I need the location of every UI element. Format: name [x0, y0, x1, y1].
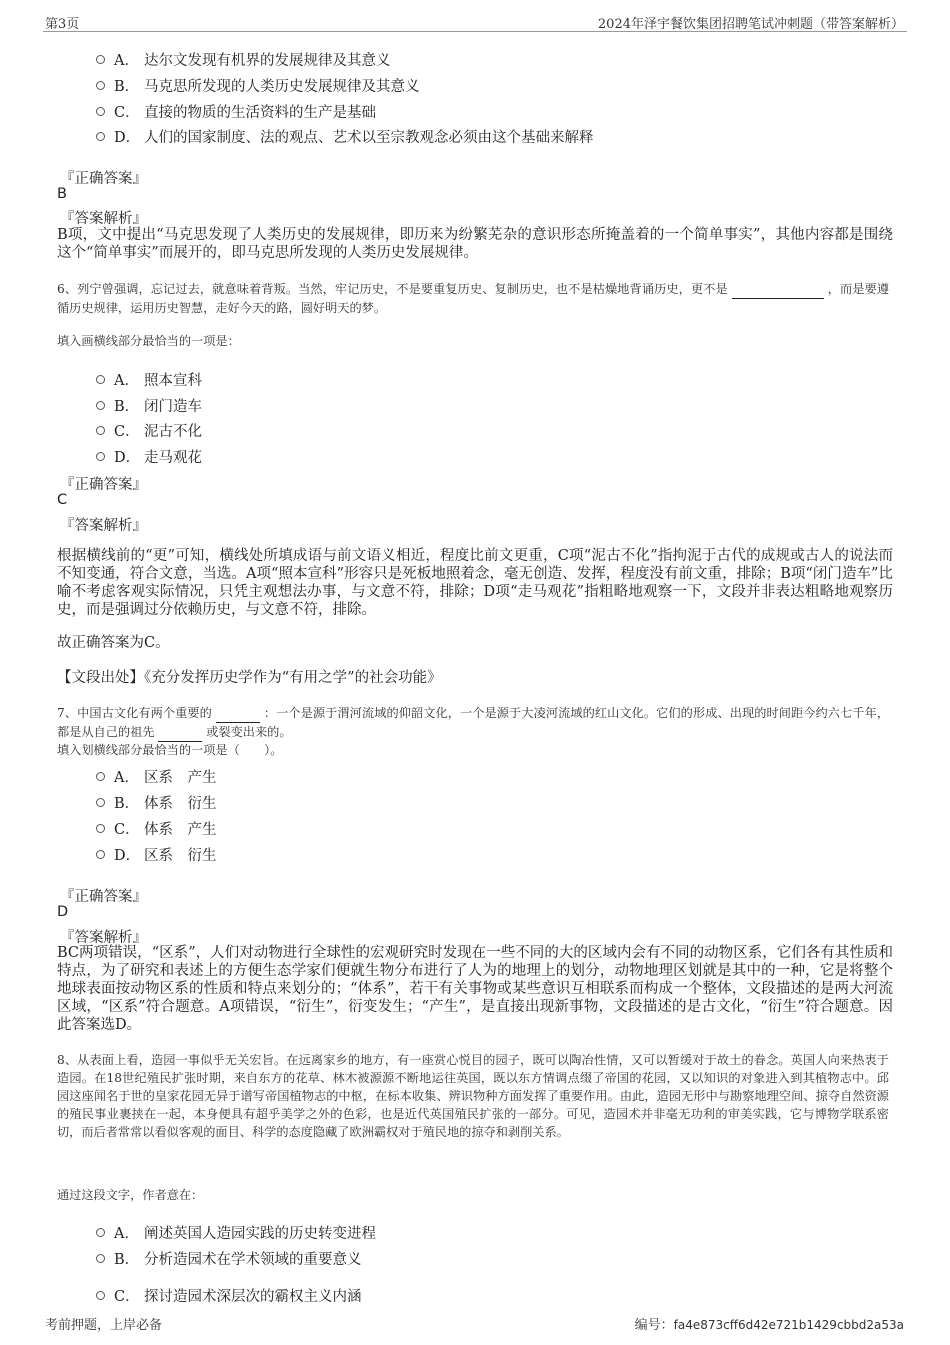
q6-analysis: 根据横线前的“更”可知，横线处所填成语与前文语义相近，程度比前文更重，C项“泥古不化”指拘泥于古代的成规或古人的说法而不知变通，符合文意，当选。A项“照本宣科”形容只是死板地照着念，毫无创造、发挥，程度没有前文重，排除；B项“闭门造车”比喻不考虑客观实际情况，只凭主观想法办事，与文意不符，排除；D项“走马观花”指粗略地观察一下，文段并非表达粗略地观察历史，而是强调过分依赖历史，与文意不符，排除。 [57, 548, 893, 618]
radio-icon[interactable] [96, 798, 105, 807]
q7-analysis: BC两项错误，“区系”，人们对动物进行全球性的宏观研究时发现在一些不同的大的区域内会有不同的动物区系，它们各有其性质和特点，为了研究和表述上的方便生态学家们便就生物分布进行了人为的地理上的划分，动物地理区划就是其中的一种，它是将整个地球表面按动物区系的性质和特点来划分的；“体系”，若干有关事物或某些意识互相联系而构成一个整体，文段描述的是两大河流区域，“区系”符合题意。A项错误，“衍生”，衍变发生；“产生”，是直接出现新事物，文段描述的是古文化，“衍生”符合题意。因此答案选D。 [57, 945, 893, 1033]
radio-icon[interactable] [96, 1291, 105, 1300]
q7-blank-1 [216, 704, 260, 723]
q7-answer: D [57, 904, 69, 920]
q6-option-b[interactable]: B． 闭门造车 [96, 395, 202, 416]
radio-icon[interactable] [96, 426, 105, 435]
q6-option-a[interactable]: A． 照本宣科 [96, 369, 202, 390]
q5-option-a[interactable]: A． 达尔文发现有机界的发展规律及其意义 [96, 49, 391, 70]
q6-answer: C [57, 492, 68, 508]
q5-option-d[interactable]: D． 人们的国家制度、法的观点、艺术以至宗教观念必须由这个基础来解释 [96, 126, 594, 147]
q6-analysis-label: 『答案解析』 [60, 518, 147, 534]
radio-icon[interactable] [96, 375, 105, 384]
page-number: 第3页 [45, 17, 80, 32]
q5-answer: B [57, 186, 67, 202]
q7-option-a[interactable]: A． 区系 产生 [96, 766, 217, 787]
q6-answer-label: 『正确答案』 [60, 477, 147, 493]
q7-option-d[interactable]: D． 区系 衍生 [96, 844, 217, 865]
q5-option-b[interactable]: B． 马克思所发现的人类历史发展规律及其意义 [96, 75, 420, 96]
q7-prompt: 填入划横线部分最恰当的一项是（ ）。 [57, 743, 283, 757]
q8-option-c[interactable]: C． 探讨造园术深层次的霸权主义内涵 [96, 1285, 362, 1306]
q7-option-c[interactable]: C． 体系 产生 [96, 818, 217, 839]
q7-analysis-label: 『答案解析』 [60, 930, 147, 946]
q7-stem: 7、中国古文化有两个重要的 ：一个是源于渭河流域的仰韶文化，一个是源于大凌河流域的红山文化。它们的形成、出现的时间距今约六七千年，都是从自己的祖先 或裂变出来的。 [57, 704, 889, 742]
q7-option-b[interactable]: B． 体系 衍生 [96, 792, 217, 813]
radio-icon[interactable] [96, 1254, 105, 1263]
radio-icon[interactable] [96, 55, 105, 64]
radio-icon[interactable] [96, 107, 105, 116]
radio-icon[interactable] [96, 132, 105, 141]
q6-prompt: 填入画横线部分最恰当的一项是： [57, 334, 240, 348]
radio-icon[interactable] [96, 824, 105, 833]
header-divider [43, 31, 907, 32]
footer-code: 编号：fa4e873cff6d42e721b1429cbbd2a53a [634, 1318, 904, 1333]
q5-option-c[interactable]: C． 直接的物质的生活资料的生产是基础 [96, 101, 376, 122]
radio-icon[interactable] [96, 81, 105, 90]
q8-option-b[interactable]: B． 分析造园术在学术领域的重要意义 [96, 1248, 362, 1269]
radio-icon[interactable] [96, 772, 105, 781]
q8-prompt: 通过这段文字，作者意在： [57, 1188, 204, 1202]
document-title: 2024年泽宇餐饮集团招聘笔试冲刺题（带答案解析） [597, 17, 904, 32]
q6-conclusion: 故正确答案为C。 [57, 635, 170, 651]
q7-answer-label: 『正确答案』 [60, 889, 147, 905]
q6-source: 【文段出处】《充分发挥历史学作为“有用之学”的社会功能》 [57, 670, 442, 686]
radio-icon[interactable] [96, 401, 105, 410]
radio-icon[interactable] [96, 452, 105, 461]
q8-stem: 8、从表面上看，造园一事似乎无关宏旨。在远离家乡的地方，有一座赏心悦目的园子，既可以陶冶性情，又可以暂缓对于故土的眷念。英国人向来热衷于造园。在18世纪殖民扩张时期，来自东方的花草、林木被源源不断地运往英国，既以东方情调点缀了帝国的花园，又以知识的对象进入到其植物志中。邱园这座闻名于世的皇家花园无异于谱写帝国植物志的中枢，在标本收集、辨识物种方面发挥了重要作用。由此，造园无形中与勘察地理空间、掠夺自然资源的殖民事业裹挟在一起，本身便具有超乎美学之外的色彩，也是近代英国殖民扩张的一部分。可见，造园术并非毫无功利的审美实践，它与博物学联系密切，而后者常常以看似客观的面目、科学的态度隐藏了欧洲霸权对于殖民地的掠夺和剥削关系。 [57, 1053, 889, 1139]
q6-option-c[interactable]: C． 泥古不化 [96, 420, 202, 441]
q6-stem: 6、列宁曾强调，忘记过去，就意味着背叛。当然，牢记历史，不是要重复历史、复制历史，也不是枯燥地背诵历史，更不是 ，而是要遵循历史规律，运用历史智慧，走好今天的路，圆好明天的梦。 [57, 282, 890, 315]
q5-answer-label: 『正确答案』 [60, 171, 147, 187]
q8-option-a[interactable]: A． 阐述英国人造园实践的历史转变进程 [96, 1222, 376, 1243]
q5-analysis-label: 『答案解析』 [60, 211, 147, 227]
q7-blank-2 [158, 723, 202, 742]
radio-icon[interactable] [96, 850, 105, 859]
q6-blank [732, 280, 824, 299]
footer-slogan: 考前押题，上岸必备 [45, 1318, 163, 1333]
q5-analysis: B项，文中提出“马克思发现了人类历史的发展规律，即历来为纷繁芜杂的意识形态所掩盖着的一个简单事实”，其他内容都是围绕这个“简单事实”而展开的，即马克思所发现的人类历史发展规律。 [57, 227, 893, 261]
q6-option-d[interactable]: D． 走马观花 [96, 446, 202, 467]
radio-icon[interactable] [96, 1228, 105, 1237]
